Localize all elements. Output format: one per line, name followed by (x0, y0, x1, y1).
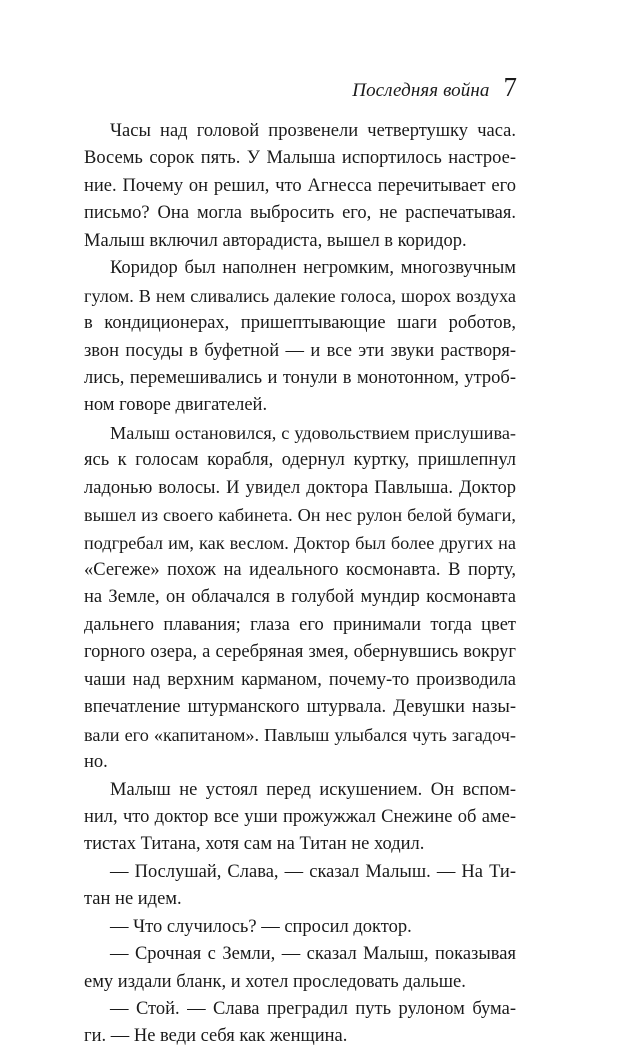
text-line: Коридор был наполнен негромким, многозвучным (110, 258, 516, 279)
page-number: 7 (503, 72, 517, 102)
running-head (352, 74, 517, 102)
text-line: ему издали бланк, и хотел проследовать дальше. (84, 971, 466, 992)
text-line: чаши над верхним карманом, почему-то производила (84, 669, 516, 690)
text-line: вышел из своего кабинета. Он нес рулон белой бумаги, (84, 505, 516, 526)
text-line: ясь к голосам корабля, одернул куртку, пришлепнул (84, 450, 516, 471)
text-line: Малыш включил авторадиста, вышел в коридор. (84, 230, 467, 251)
text-line: звон посуды в буфетной — и все эти звуки растворя- (84, 340, 516, 361)
text-line: — Что случилось? — спросил доктор. (110, 916, 412, 937)
text-line: в кондиционерах, пришептывающие шаги роботов, (84, 313, 516, 334)
running-title: Последняя война (352, 80, 490, 101)
text-line: горного озера, а серебряная змея, обернувшись вокруг (84, 642, 516, 663)
text-line: лись, перемешивались и тонули в монотонном, утроб- (84, 367, 516, 388)
text-line: ном говоре двигателей. (84, 395, 268, 416)
text-line: Малыш остановился, с удовольствием прислушива- (110, 422, 516, 443)
text-line: «Сегеже» похож на идеального космонавта. В порту, (84, 560, 516, 580)
body-text (84, 118, 516, 1051)
text-line: — Срочная с Земли, — сказал Малыш, показывая (110, 944, 516, 965)
text-line: — Послушай, Слава, — сказал Малыш. — На Ти- (110, 861, 516, 882)
text-line: но. (84, 752, 108, 773)
text-line: ладонью волосы. И увидел доктора Павлыша. Доктор (84, 477, 516, 498)
text-line: ги. — Не веди себя как женщина. (84, 1026, 348, 1047)
text-line: нил, что доктор все уши прожужжал Снежине об аме- (84, 806, 516, 827)
text-line: на Земле, он облачался в голубой мундир космонавта (84, 587, 516, 608)
text-line: гулом. В нем сливались далекие голоса, шорох воздуха (84, 285, 516, 306)
text-line: Восемь сорок пять. У Малыша испортилось настрое- (84, 148, 516, 169)
text-line: впечатление штурманского штурвала. Девушки назы- (84, 697, 516, 718)
text-line: ние. Почему он решил, что Агнесса перечитывает его (84, 175, 516, 196)
text-line: тистах Титана, хотя сам на Титан не ходил. (84, 834, 425, 855)
text-line: письмо? Она могла выбросить его, не распечатывая. (84, 203, 516, 224)
text-line: — Стой. — Слава преградил путь рулоном бума- (110, 999, 516, 1019)
text-line: вали его «капитаном». Павлыш улыбался чуть загадоч- (84, 724, 516, 745)
text-line: Малыш не устоял перед искушением. Он вспом- (110, 779, 516, 800)
text-line: Часы над головой прозвенели четвертушку часа. (110, 121, 516, 141)
text-line: дальнего плавания; глаза его принимали тогда цвет (84, 614, 516, 635)
text-line: подгребал им, как веслом. Доктор был более других на (84, 532, 516, 553)
text-line: тан не идем. (84, 889, 182, 910)
